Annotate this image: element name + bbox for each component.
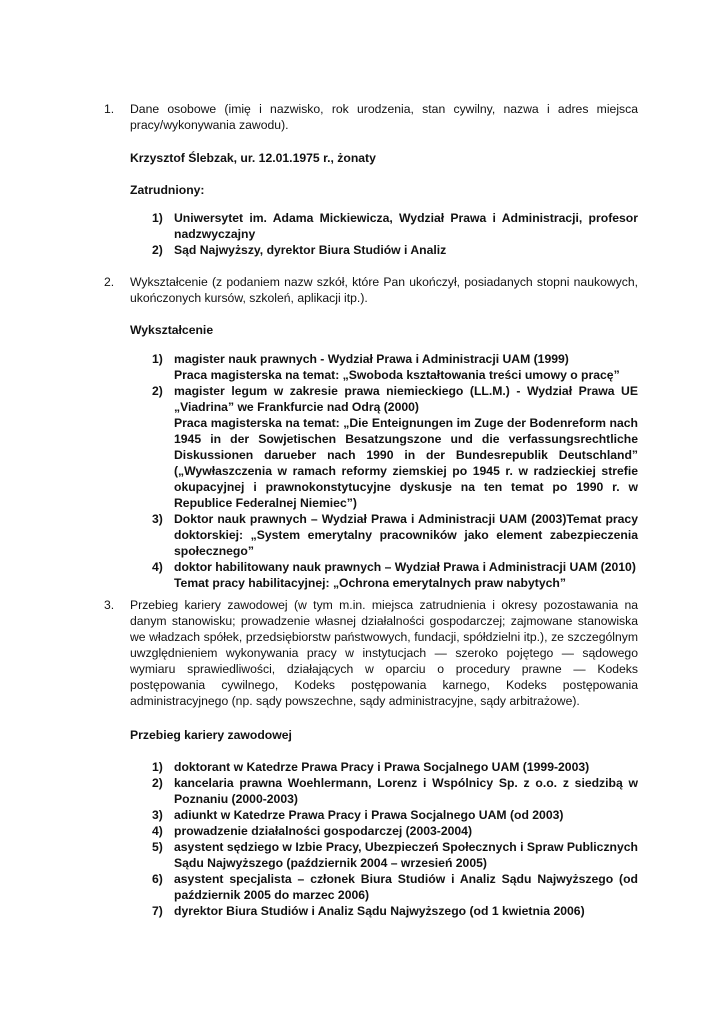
list-item (152, 903, 638, 919)
item-text: Doktor nauk prawnych – Wydział Prawa i Administracji UAM (2003)Temat pracy doktorskiej: „System emerytalny pracowników jako element zabezpieczenia społecznego” (174, 512, 638, 558)
item-subtext: Praca magisterska na temat: „Swoboda kształtowania treści umowy o pracę” (174, 368, 620, 382)
item-text: doktor habilitowany nauk prawnych – Wydział Prawa i Administracji UAM (2010) (174, 560, 636, 574)
item-text: dyrektor Biura Studiów i Analiz Sądu Najwyższego (od 1 kwietnia 2006) (174, 904, 585, 918)
item-text: adiunkt w Katedrze Prawa Pracy i Prawa Socjalnego UAM (od 2003) (174, 808, 564, 822)
item-number: 4) (152, 560, 163, 574)
section-question: Wykształcenie (z podaniem nazw szkół, które Pan ukończył, posiadanych stopni naukowych, ukończonych kursów, szkoleń, aplikacji itp.). (130, 275, 638, 305)
item-number: 1) (152, 352, 163, 366)
item-subtext: Temat pracy habilitacyjnej: „Ochrona emerytalnych praw nabytych” (174, 576, 566, 590)
item-number: 4) (152, 824, 163, 838)
list-item (152, 823, 638, 839)
list-item (152, 839, 638, 871)
item-number: 5) (152, 840, 163, 854)
item-number: 2) (152, 243, 163, 257)
item-number: 2) (152, 776, 163, 790)
list-item (152, 511, 638, 559)
item-number: 3) (152, 512, 163, 526)
item-text: magister legum w zakresie prawa niemieckiego (LL.M.) - Wydział Prawa UE „Viadrina” we Frankfurcie nad Odrą (2000) (174, 384, 638, 414)
career-list (152, 759, 638, 919)
list-item (152, 210, 638, 242)
list-item (152, 871, 638, 903)
item-text: Sąd Najwyższy, dyrektor Biura Studiów i Analiz (174, 243, 447, 257)
item-subtext: Praca magisterska na temat: „Die Enteignungen im Zuge der Bodenreform nach 1945 in der Sowjetischen Besatzungszone und die verfassungsrechtliche Diskussionen darueber nach 1990 in der Bundesrepublik Deutschland” („Wywłaszczenia w ramach reformy ziemskiej po 1945 r. w radzieckiej strefie okupacyjnej i prawnokonstytucyjne dyskusje na ten temat po 1990 r. w Republice Federalnej Niemiec”) (174, 416, 638, 510)
item-number: 7) (152, 904, 163, 918)
section-question: Przebieg kariery zawodowej (w tym m.in. miejsca zatrudnienia i okresy pozostawania na danym stanowisku; prowadzenie własnej działalności gospodarczej; zajmowane stanowiska we władzach spółek, przedsiębiorstw państwowych, fundacji, spółdzielni itp.), ze szczególnym uwzględnieniem wykonywania pracy w instytucjach — szeroko pojętego — sądowego wymiaru sprawiedliwości, działających w oparciu o procedury prawne — Kodeks postępowania cywilnego, Kodeks postępowania karnego, Kodeks postępowania administracyjnego (np. sądy powszechne, sądy administracyjne, sądy arbitrażowe). (130, 598, 638, 708)
list-item (152, 759, 638, 775)
education-list (152, 351, 638, 591)
item-text: Uniwersytet im. Adama Mickiewicza, Wydział Prawa i Administracji, profesor nadzwyczajny (174, 211, 638, 241)
list-item (152, 559, 638, 591)
section-question: Dane osobowe (imię i nazwisko, rok urodzenia, stan cywilny, nazwa i adres miejsca pracy/wykonywania zawodu). (130, 102, 638, 132)
item-text: asystent specjalista – członek Biura Studiów i Analiz Sądu Najwyższego (od październik 2005 do marzec 2006) (174, 872, 638, 902)
item-number: 1) (152, 211, 163, 225)
employment-list (152, 210, 638, 258)
item-number: 1) (152, 760, 163, 774)
item-number: 3) (152, 808, 163, 822)
section-number: 1. (104, 102, 115, 116)
list-item (152, 351, 638, 383)
section-career (104, 597, 638, 709)
section-number: 2. (104, 275, 115, 289)
item-text: magister nauk prawnych - Wydział Prawa i Administracji UAM (1999) (174, 352, 569, 366)
item-text: asystent sędziego w Izbie Pracy, Ubezpieczeń Społecznych i Spraw Publicznych Sądu Najwyższego (październik 2004 – wrzesień 2005) (174, 840, 638, 870)
employment-heading: Zatrudniony: (130, 183, 205, 197)
item-text: kancelaria prawna Woehlermann, Lorenz i Wspólnicy Sp. z o.o. z siedzibą w Poznaniu (2000-2003) (174, 776, 638, 806)
career-heading: Przebieg kariery zawodowej (130, 728, 292, 742)
list-item (152, 242, 638, 258)
person-details: Krzysztof Ślebzak, ur. 12.01.1975 r., żonaty (130, 151, 376, 165)
section-personal-data (104, 101, 638, 133)
list-item (152, 775, 638, 807)
list-item (152, 807, 638, 823)
item-number: 6) (152, 872, 163, 886)
section-education (104, 274, 638, 306)
item-text: doktorant w Katedrze Prawa Pracy i Prawa Socjalnego UAM (1999-2003) (174, 760, 590, 774)
list-item (152, 383, 638, 511)
item-text: prowadzenie działalności gospodarczej (2003-2004) (174, 824, 473, 838)
item-number: 2) (152, 384, 163, 398)
education-heading: Wykształcenie (130, 323, 214, 337)
section-number: 3. (104, 598, 115, 612)
